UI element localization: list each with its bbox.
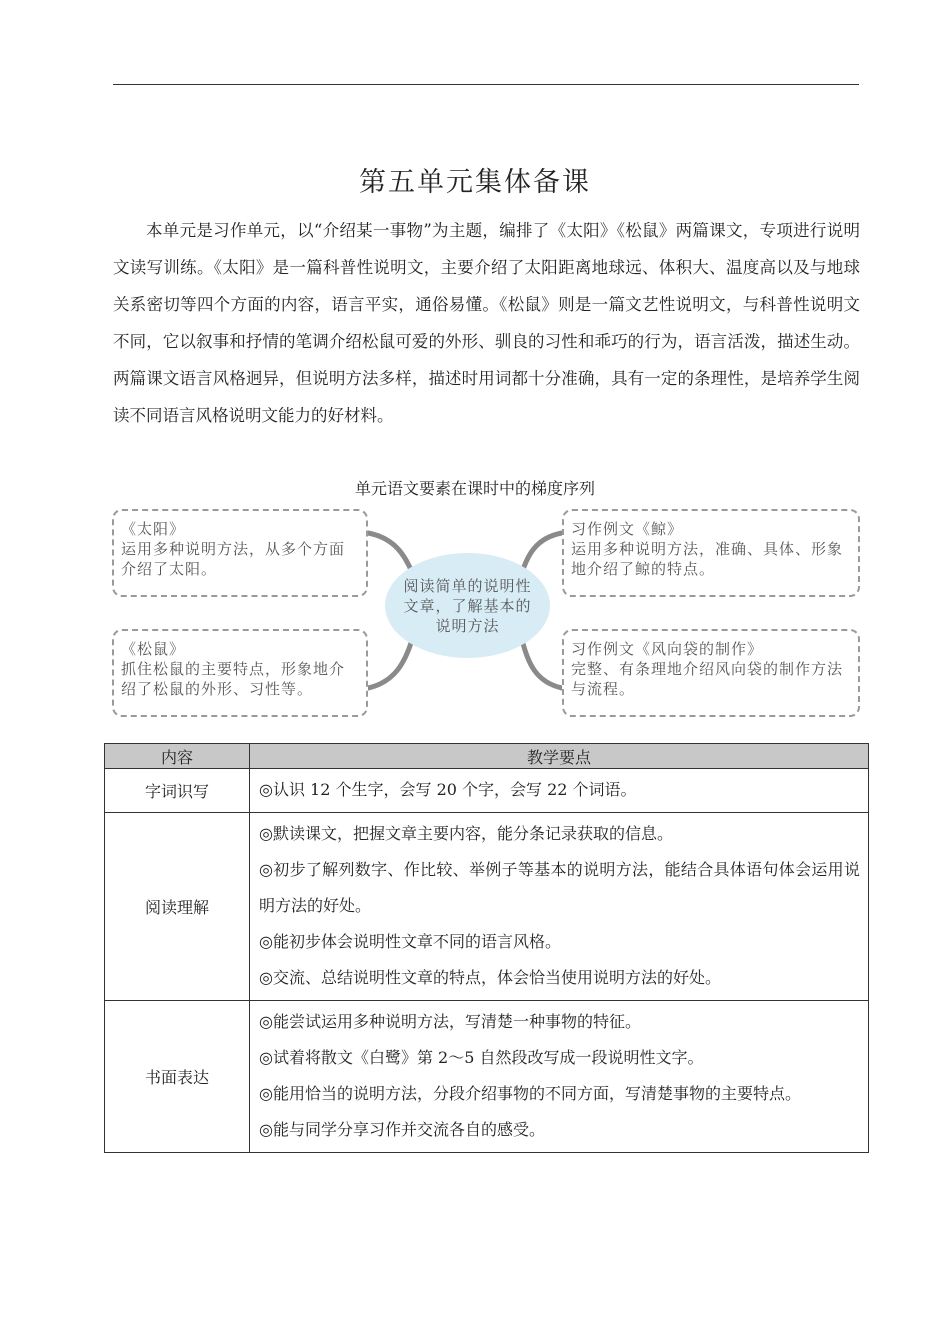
node-title: 《松鼠》 — [121, 640, 186, 658]
mindmap-node-squirrel — [112, 629, 368, 717]
mindmap-node-sun — [112, 509, 368, 597]
table-row — [105, 1001, 869, 1153]
point-item: ◎能与同学分享习作并交流各自的感受。 — [259, 1120, 545, 1139]
node-text: 运用多种说明方法，准确、具体、形象地介绍了鲸的特点。 — [571, 540, 844, 578]
row-points — [250, 769, 869, 813]
connector-bottom-left — [368, 640, 412, 688]
mindmap-node-whale — [562, 509, 860, 597]
point-item: ◎试着将散文《白鹭》第 2～5 自然段改写成一段说明性文字。 — [259, 1048, 704, 1067]
connector-bottom-right — [522, 640, 562, 688]
node-title: 习作例文《风向袋的制作》 — [571, 640, 764, 658]
table-header-row — [105, 744, 869, 769]
point-item: ◎能初步体会说明性文章不同的语言风格。 — [259, 932, 561, 951]
row-points — [250, 813, 869, 1001]
mindmap-node-windsock — [562, 629, 860, 717]
header-key-points: 教学要点 — [250, 744, 869, 769]
point-item: ◎认识 12 个生字，会写 20 个字，会写 22 个词语。 — [259, 780, 637, 799]
row-category: 阅读理解 — [105, 813, 250, 1001]
table-row — [105, 769, 869, 813]
row-points — [250, 1001, 869, 1153]
connector-top-left — [368, 533, 412, 572]
connector-top-right — [522, 533, 562, 572]
header-content: 内容 — [105, 744, 250, 769]
point-item: ◎交流、总结说明性文章的特点，体会恰当使用说明方法的好处。 — [259, 968, 721, 987]
node-title: 习作例文《鲸》 — [571, 520, 684, 538]
point-item: ◎能用恰当的说明方法，分段介绍事物的不同方面，写清楚事物的主要特点。 — [259, 1084, 801, 1103]
row-category: 字词识写 — [105, 769, 250, 813]
node-text: 完整、有条理地介绍风向袋的制作方法与流程。 — [571, 660, 844, 698]
center-text: 阅读简单的说明性文章，了解基本的说明方法 — [403, 576, 532, 635]
teaching-points-table — [104, 743, 869, 1153]
row-category: 书面表达 — [105, 1001, 250, 1153]
point-item: ◎能尝试运用多种说明方法，写清楚一种事物的特征。 — [259, 1012, 641, 1031]
table-row — [105, 813, 869, 1001]
page-title: 第五单元集体备课 — [359, 167, 591, 198]
node-text: 抓住松鼠的主要特点，形象地介绍了松鼠的外形、习性等。 — [121, 660, 346, 698]
point-item: ◎默读课文，把握文章主要内容，能分条记录获取的信息。 — [259, 824, 673, 843]
point-item: ◎初步了解列数字、作比较、举例子等基本的说明方法，能结合具体语句体会运用说明方法的好处。 — [259, 860, 860, 915]
node-text: 运用多种说明方法，从多个方面介绍了太阳。 — [121, 540, 346, 578]
mindmap-center — [385, 553, 550, 658]
intro-paragraph: 本单元是习作单元，以“介绍某一事物”为主题，编排了《太阳》《松鼠》两篇课文，专项进行说明文读写训练。《太阳》是一篇科普性说明文，主要介绍了太阳距离地球远、体积大、温度高以及与地球关系密切等四个方面的内容，语言平实，通俗易懂。《松鼠》则是一篇文艺性说明文，与科普性说明文不同，它以叙事和抒情的笔调介绍松鼠可爱的外形、驯良的习性和乖巧的行为，语言活泼，描述生动。两篇课文语言风格迥异，但说明方法多样，描述时用词都十分准确，具有一定的条理性，是培养学生阅读不同语言风格说明文能力的好材料。 — [113, 221, 860, 425]
node-title: 《太阳》 — [121, 520, 186, 538]
diagram-caption: 单元语文要素在课时中的梯度序列 — [354, 479, 595, 498]
